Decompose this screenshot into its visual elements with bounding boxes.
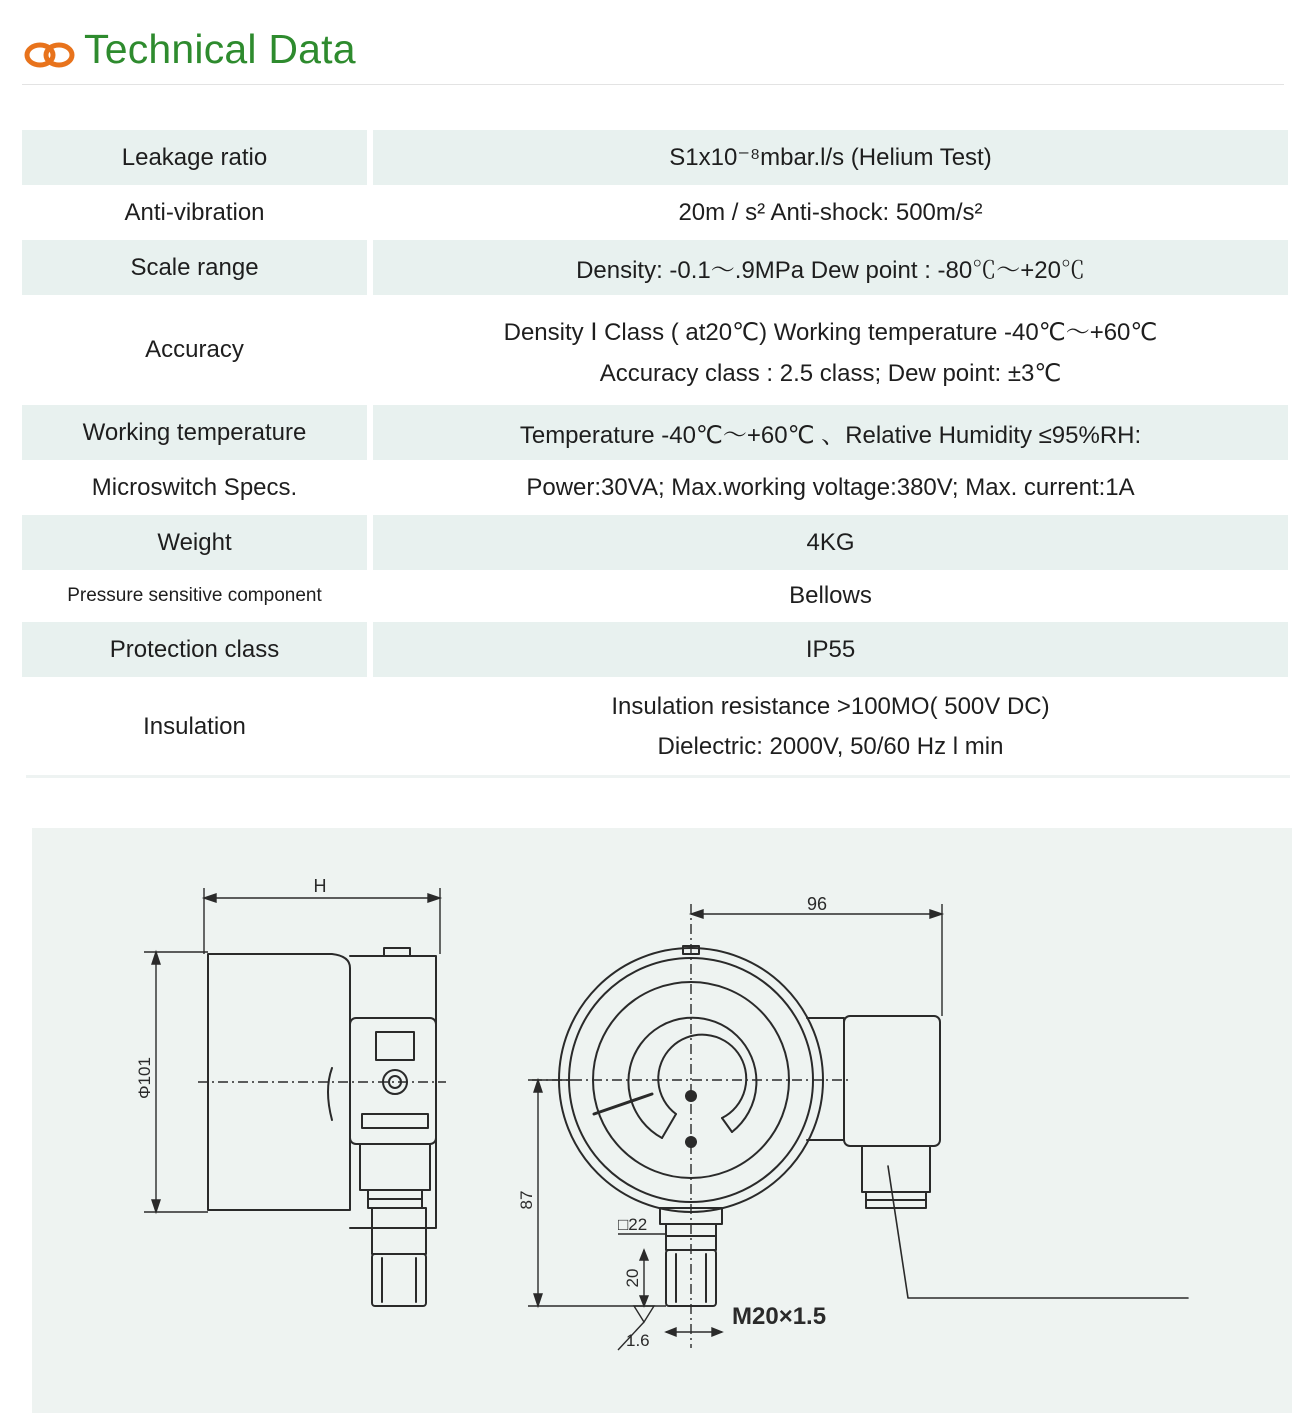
side-latch xyxy=(328,1068,332,1120)
roughness-triangle xyxy=(634,1306,654,1322)
spec-label: Insulation xyxy=(143,713,246,740)
front-box-neck xyxy=(862,1146,930,1192)
spec-row-weight xyxy=(22,515,1288,570)
spec-value: Insulation resistance >100MO( 500V DC) Dielectric: 2000V, 50/60 Hz l min xyxy=(611,693,1050,760)
side-thread xyxy=(372,1254,426,1306)
spec-value: 4KG xyxy=(373,515,1288,570)
front-cable-leader xyxy=(888,1166,1188,1298)
front-arc-ends xyxy=(662,1114,732,1138)
side-case-outline xyxy=(350,956,436,1228)
spec-label: Anti-vibration xyxy=(124,198,265,226)
spec-label: Weight xyxy=(22,515,367,570)
spec-value: Power:30VA; Max.working voltage:380V; Max. current:1A xyxy=(526,473,1135,501)
dim-96-label: 96 xyxy=(806,894,828,914)
side-label-plate xyxy=(362,1114,428,1128)
dim-87-label: 87 xyxy=(517,1190,536,1210)
side-shank xyxy=(372,1208,426,1254)
spec-row-anti-vibration xyxy=(22,185,1288,240)
page-title: Technical Data xyxy=(84,26,356,72)
side-neck xyxy=(360,1144,430,1190)
spec-value: Temperature -40℃～+60℃ 、Relative Humidity ≤95%RH: xyxy=(373,405,1288,460)
spec-row-pressure-component xyxy=(22,570,1288,622)
spec-value: Density Ⅰ Class ( at20℃) Working temperature -40℃～+60℃ Accuracy class : 2.5 class; Dew point: ±3℃ xyxy=(503,319,1158,387)
front-junction-box xyxy=(844,1016,940,1146)
spec-label: Protection class xyxy=(22,622,367,677)
dim-thread-label: M20×1.5 xyxy=(732,1303,827,1330)
spec-label: Leakage ratio xyxy=(22,130,367,185)
spec-row-microswitch-specs xyxy=(22,460,1288,515)
spec-label: Microswitch Specs. xyxy=(91,473,298,501)
spec-label: Accuracy xyxy=(145,336,244,363)
spec-row-accuracy xyxy=(22,295,1288,405)
spec-label: Scale range xyxy=(22,240,367,295)
spec-label: Working temperature xyxy=(22,405,367,460)
dim-thread-length-label: 20 xyxy=(623,1268,642,1288)
dimension-drawing xyxy=(32,828,1292,1413)
front-arc-inner xyxy=(658,1035,746,1118)
spec-value: Density: -0.1～.9MPa Dew point : -80℃～+20℃ xyxy=(373,240,1288,295)
technical-drawing xyxy=(32,828,1292,1413)
spec-value: IP55 xyxy=(373,622,1288,677)
side-display-window xyxy=(376,1032,414,1060)
table-bottom-rule xyxy=(26,775,1290,778)
spec-row-working-temperature xyxy=(22,405,1288,460)
dim-diameter-label: Φ101 xyxy=(135,1057,154,1099)
spec-row-insulation xyxy=(22,677,1288,777)
spec-row-leakage-ratio xyxy=(22,130,1288,185)
spec-table xyxy=(22,130,1288,777)
spec-row-scale-range xyxy=(22,240,1288,295)
side-top-plug xyxy=(384,948,410,956)
dim-h-label: H xyxy=(313,876,327,896)
spec-value: S1x10⁻⁸mbar.l/s (Helium Test) xyxy=(373,130,1288,185)
spec-value: Bellows xyxy=(789,582,872,609)
double-ring-logo-icon xyxy=(24,42,76,68)
section-header xyxy=(22,24,1284,85)
spec-row-protection-class xyxy=(22,622,1288,677)
spec-value: 20m / s² Anti-shock: 500m/s² xyxy=(678,198,983,226)
dim-hex-label: □22 xyxy=(618,1215,648,1234)
roughness-label: 1.6 xyxy=(626,1331,650,1350)
spec-label: Pressure sensitive component xyxy=(67,585,322,606)
front-needle xyxy=(594,1094,652,1114)
